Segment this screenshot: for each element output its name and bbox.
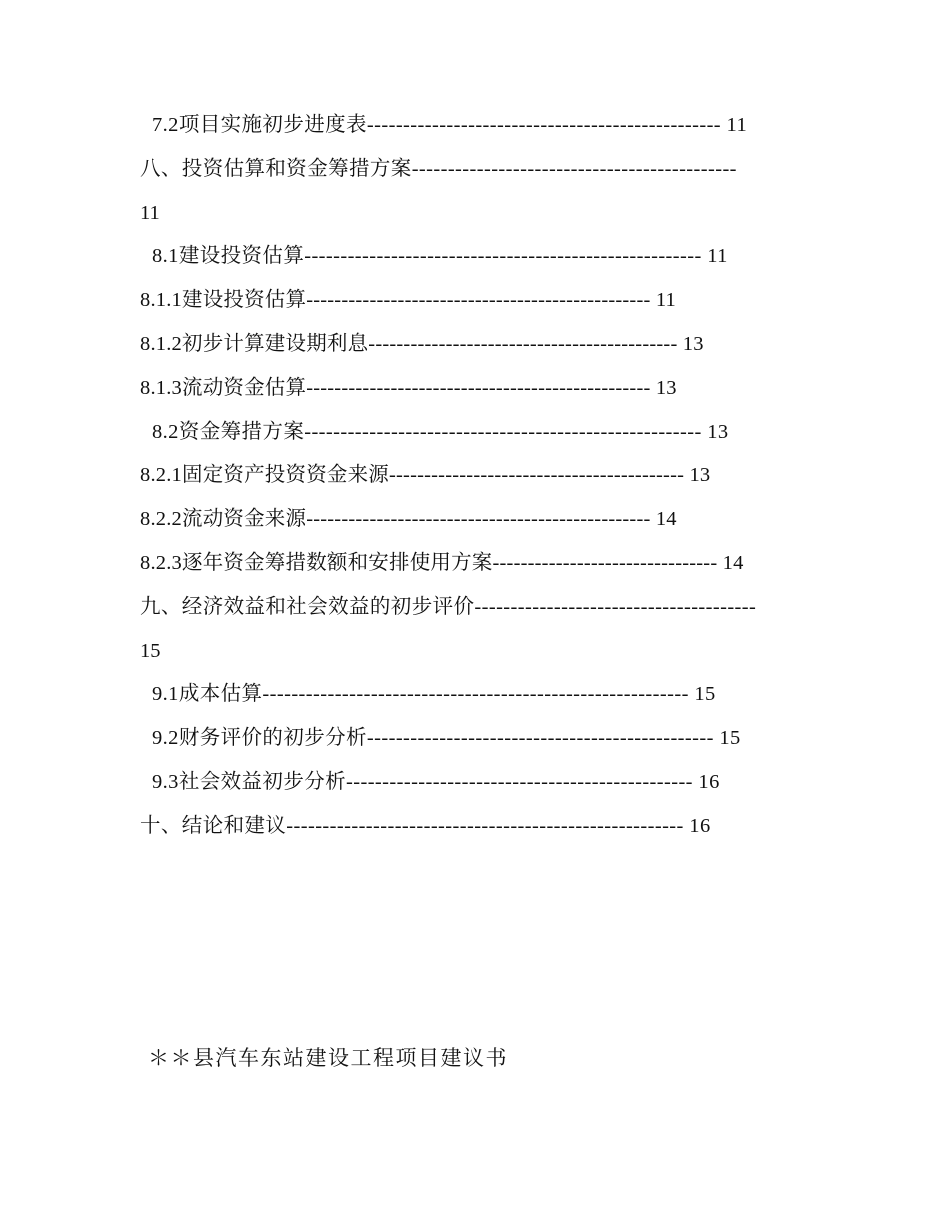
table-of-contents [140, 110, 830, 855]
toc-entry-8-2: 8.2资金筹措方案------------------------------------------------------- 13 [152, 420, 729, 443]
toc-entry-chapter-9: 九、经济效益和社会效益的初步评价--------------------------------------- [140, 595, 757, 618]
toc-entry-9-1: 9.1成本估算----------------------------------------------------------- 15 [152, 683, 716, 706]
toc-entry-9-2: 9.2财务评价的初步分析------------------------------------------------ 15 [152, 727, 741, 750]
toc-entry-8-1-1: 8.1.1建设投资估算------------------------------------------------- 11 [140, 289, 676, 312]
toc-entry-8-1-2: 8.1.2初步计算建设期利息-------------------------------------------- 13 [140, 332, 704, 355]
toc-entry-chapter-8: 八、投资估算和资金筹措方案--------------------------------------------- [140, 157, 737, 180]
toc-entry-chapter-9-page: 15 [140, 639, 161, 662]
toc-entry-9-3: 9.3社会效益初步分析------------------------------------------------ 16 [152, 770, 720, 793]
toc-entry-8-2-1: 8.2.1固定资产投资资金来源------------------------------------------ 13 [140, 464, 711, 487]
toc-entry-chapter-8-page: 11 [140, 201, 160, 224]
toc-entry-chapter-10: 十、结论和建议------------------------------------------------------- 16 [140, 814, 711, 837]
toc-entry-8-2-3: 8.2.3逐年资金筹措数额和安排使用方案-------------------------------- 14 [140, 551, 744, 574]
toc-entry-8-1-3: 8.1.3流动资金估算------------------------------------------------- 13 [140, 376, 677, 399]
toc-entry-7-2: 7.2项目实施初步进度表------------------------------------------------- 11 [152, 114, 748, 136]
toc-entry-8-1: 8.1建设投资估算------------------------------------------------------- 11 [152, 245, 728, 268]
document-footer-title: ＊＊县汽车东站建设工程项目建议书 [148, 1046, 508, 1070]
toc-entry-8-2-2: 8.2.2流动资金来源------------------------------------------------- 14 [140, 508, 677, 531]
